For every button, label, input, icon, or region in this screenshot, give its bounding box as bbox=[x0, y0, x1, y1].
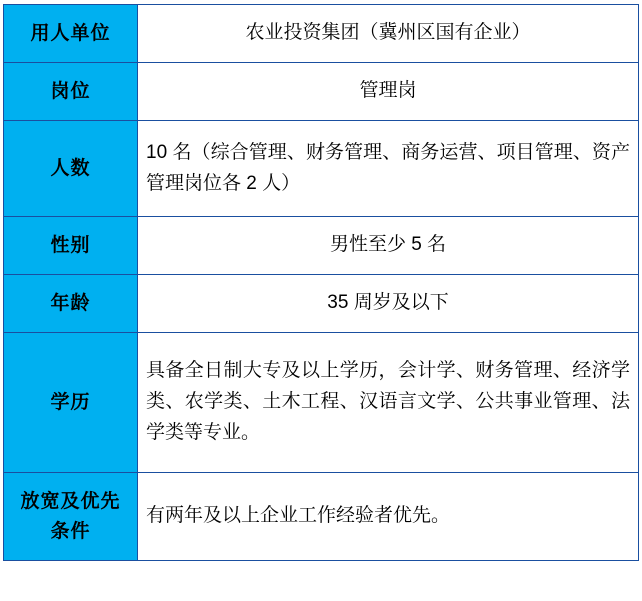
row-label-text: 岗位 bbox=[50, 80, 91, 102]
row-value-text: 35 周岁及以下 bbox=[327, 292, 449, 314]
row-value-text: 具备全日制大专及以上学历，会计学、财务管理、经济学类、农学类、土木工程、汉语言文学、公共事业管理、法学类等专业。 bbox=[146, 360, 630, 443]
row-value-employer bbox=[138, 5, 639, 63]
row-value-text: 农业投资集团（冀州区国有企业） bbox=[245, 22, 531, 44]
row-value-age bbox=[138, 275, 639, 333]
row-value-education bbox=[138, 333, 639, 473]
table-row bbox=[4, 333, 639, 473]
row-value-text: 管理岗 bbox=[359, 80, 417, 102]
table-body bbox=[4, 5, 639, 561]
row-label-headcount bbox=[4, 121, 138, 217]
row-label-employer bbox=[4, 5, 138, 63]
table-row bbox=[4, 217, 639, 275]
table-row bbox=[4, 63, 639, 121]
row-value-text: 10 名（综合管理、财务管理、商务运营、项目管理、资产管理岗位各 2 人） bbox=[146, 141, 630, 194]
row-value-text: 有两年及以上企业工作经验者优先。 bbox=[146, 505, 451, 527]
row-label-gender bbox=[4, 217, 138, 275]
row-value-preference bbox=[138, 473, 639, 561]
table-row bbox=[4, 121, 639, 217]
recruitment-info-table bbox=[3, 4, 639, 561]
table-row bbox=[4, 473, 639, 561]
row-label-text: 放宽及优先条件 bbox=[20, 491, 121, 542]
row-label-position bbox=[4, 63, 138, 121]
table-row bbox=[4, 275, 639, 333]
row-label-text: 用人单位 bbox=[30, 22, 111, 44]
row-label-text: 学历 bbox=[50, 391, 91, 413]
row-label-text: 年龄 bbox=[50, 292, 91, 314]
row-value-headcount bbox=[138, 121, 639, 217]
row-label-text: 人数 bbox=[50, 157, 91, 179]
row-label-age bbox=[4, 275, 138, 333]
row-label-text: 性别 bbox=[50, 234, 91, 256]
row-value-text: 男性至少 5 名 bbox=[329, 234, 447, 256]
row-label-education bbox=[4, 333, 138, 473]
table-row bbox=[4, 5, 639, 63]
row-value-gender bbox=[138, 217, 639, 275]
row-value-position bbox=[138, 63, 639, 121]
row-label-preference bbox=[4, 473, 138, 561]
